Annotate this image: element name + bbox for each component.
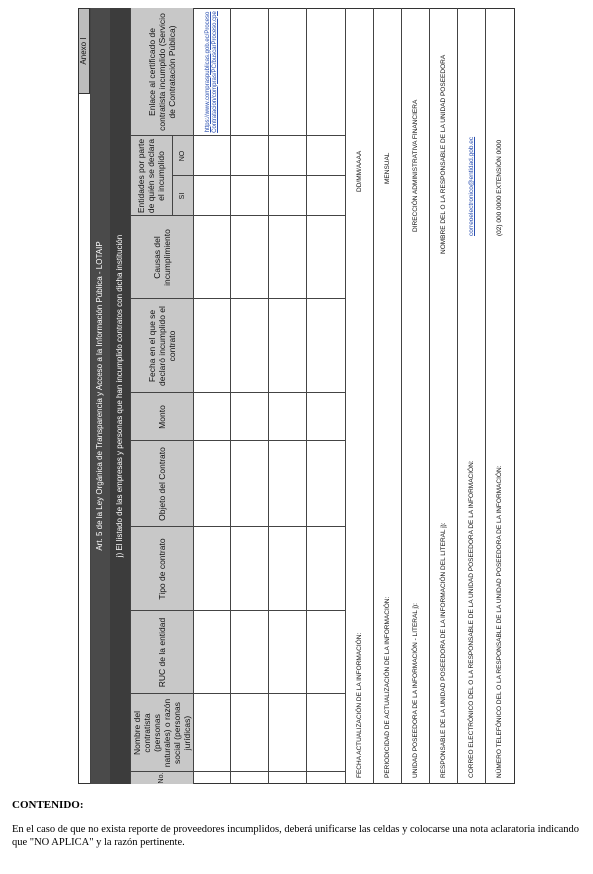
rotated-table-area <box>78 8 515 784</box>
col-si: SI <box>178 192 186 200</box>
col-ruc: RUC de la entidad <box>156 617 167 688</box>
col-breach-date: Fecha en el que se declaró incumplido el contrato <box>146 306 177 386</box>
footer-value: DIRECCIÓN ADMINISTRATIVA FINANCIERA <box>412 99 419 232</box>
footer-label: FECHA ACTUALIZACIÓN DE LA INFORMACIÓN: <box>356 632 363 778</box>
col-breach-causes: Causas del incumplimiento <box>151 229 172 286</box>
col-no: No. <box>157 772 165 784</box>
lotaip-table <box>78 8 515 784</box>
annex-label: Anexo I <box>78 8 90 94</box>
footer-label: PERIODICIDAD DE ACTUALIZACIÓN DE LA INFORMACIÓN: <box>384 596 391 778</box>
footer-value[interactable]: correoelectronico@entidad.gob.ec <box>468 136 475 236</box>
col-declaring-entities: Entidades por parte de quién se declara el incumplido <box>136 138 166 214</box>
footer-label: NÚMERO TELEFÓNICO DEL O LA RESPONSABLE DE LA UNIDAD POSEEDORA DE LA INFORMACIÓN: <box>496 465 503 778</box>
col-contract-type: Tipo de contrato <box>156 538 167 600</box>
certificate-link-text[interactable]: https://www.compraspublicas.gob.ec/ProcesoContratacion/compras/PC/buscarProceso.cpe <box>204 11 218 133</box>
contenido-heading: CONTENIDO: <box>12 799 84 811</box>
col-certificate-link: Enlace al certificado de contratista incumplido (Servicio de Contratación Pública) <box>146 13 177 131</box>
col-contractor-name: Nombre del contratista (personas naturales) o razón social (personas jurídicas) <box>131 698 192 768</box>
footer-label: RESPONSABLE DE LA UNIDAD POSEEDORA DE LA INFORMACIÓN DEL LITERAL j): <box>440 522 447 778</box>
footer-value: MENSUAL <box>384 152 391 184</box>
footer-label: CORREO ELECTRÓNICO DEL O LA RESPONSABLE DE LA UNIDAD POSEEDORA DE LA INFORMACIÓN: <box>468 460 475 778</box>
footer-value: (02) 000 0000 EXTENSIÓN 0000 <box>496 139 503 236</box>
table-subtitle: j) El listado de las empresas y personas que han incumplido contratos con dicha institución <box>110 8 130 784</box>
footer-value: DD/MM/AAAA <box>356 150 363 192</box>
footer-label: UNIDAD POSEEDORA DE LA INFORMACIÓN - LITERAL j): <box>412 603 419 778</box>
contenido-paragraph: En el caso de que no exista reporte de proveedores incumplidos, deberá unificarse las celdas y colocarse una nota aclaratoria indicando que "NO APLICA" y la razón pertinente. <box>12 824 580 848</box>
col-no-option: NO <box>178 150 186 162</box>
footer-value: NOMBRE DEL O LA RESPONSABLE DE LA UNIDAD POSEEDORA <box>440 54 447 254</box>
table-title: Art. 5 de la Ley Orgánica de Transparencia y Acceso a la Información Pública - LOTAIP <box>90 8 110 784</box>
col-contract-object: Objeto del Contrato <box>156 447 167 521</box>
certificate-link[interactable] <box>193 8 230 136</box>
col-amount: Monto <box>156 405 167 429</box>
